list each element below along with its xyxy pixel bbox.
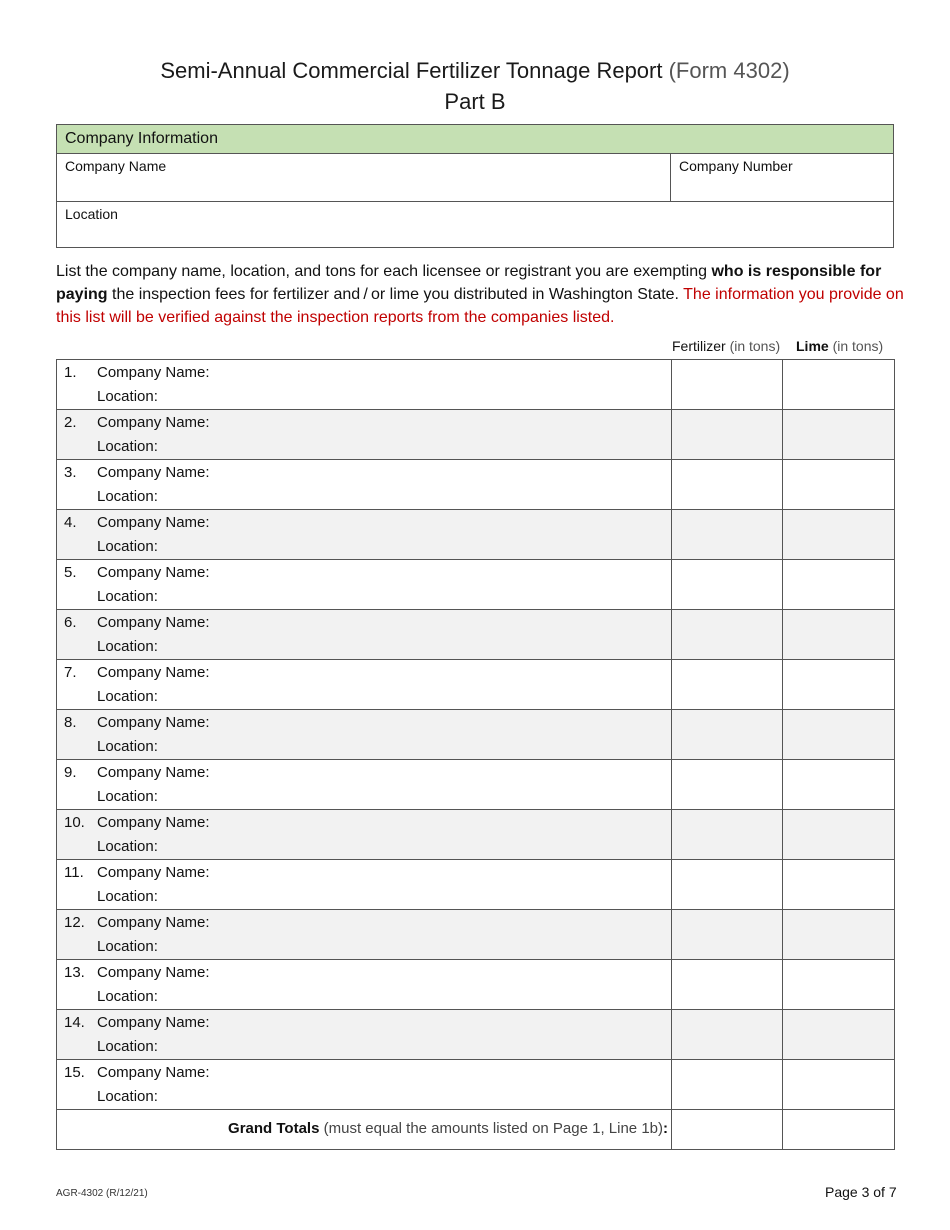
fertilizer-tons-input[interactable] xyxy=(672,610,783,660)
entry-company-name-label: Company Name: xyxy=(97,664,210,681)
table-row xyxy=(57,1060,895,1110)
fertilizer-total-input[interactable] xyxy=(672,1110,783,1150)
lime-tons-input[interactable] xyxy=(783,460,895,510)
company-number-label: Company Number xyxy=(679,158,793,174)
entry-number: 6. xyxy=(64,614,77,631)
lime-unit: (in tons) xyxy=(832,338,884,354)
page-subtitle: Part B xyxy=(444,89,506,114)
company-entry-cell[interactable] xyxy=(57,410,672,460)
company-information-section xyxy=(56,124,894,248)
entry-company-name-label: Company Name: xyxy=(97,364,210,381)
instructions-bold: who is responsible for paying xyxy=(56,263,882,303)
grand-totals-label-cell xyxy=(57,1110,672,1150)
company-entry-cell[interactable] xyxy=(57,1060,672,1110)
entry-location-label: Location: xyxy=(97,1088,158,1105)
company-entry-cell[interactable] xyxy=(57,710,672,760)
table-row xyxy=(57,710,895,760)
table-row xyxy=(57,1010,895,1060)
location-field[interactable] xyxy=(57,202,893,247)
entry-company-name-label: Company Name: xyxy=(97,464,210,481)
lime-tons-input[interactable] xyxy=(783,410,895,460)
entry-number: 3. xyxy=(64,464,77,481)
lime-tons-input[interactable] xyxy=(783,1060,895,1110)
lime-tons-input[interactable] xyxy=(783,810,895,860)
fertilizer-tons-input[interactable] xyxy=(672,510,783,560)
fertilizer-tons-input[interactable] xyxy=(672,560,783,610)
company-entry-cell[interactable] xyxy=(57,910,672,960)
fertilizer-column-header xyxy=(672,338,780,354)
table-row xyxy=(57,610,895,660)
entry-company-name-label: Company Name: xyxy=(97,564,210,581)
fertilizer-tons-input[interactable] xyxy=(672,760,783,810)
entry-number: 4. xyxy=(64,514,77,531)
entry-location-label: Location: xyxy=(97,938,158,955)
entry-number: 1. xyxy=(64,364,77,381)
entry-number: 11. xyxy=(64,864,84,881)
entry-location-label: Location: xyxy=(97,588,158,605)
company-name-label: Company Name xyxy=(65,158,167,174)
entry-number: 9. xyxy=(64,764,77,781)
entry-location-label: Location: xyxy=(97,488,158,505)
fertilizer-label: Fertilizer xyxy=(672,338,726,354)
entry-number: 2. xyxy=(64,414,77,431)
entry-company-name-label: Company Name: xyxy=(97,914,210,931)
fertilizer-tons-input[interactable] xyxy=(672,660,783,710)
title-form-number: (Form 4302) xyxy=(668,58,790,83)
table-row xyxy=(57,860,895,910)
company-entry-cell[interactable] xyxy=(57,610,672,660)
entry-company-name-label: Company Name: xyxy=(97,714,210,731)
lime-tons-input[interactable] xyxy=(783,510,895,560)
entry-number: 15. xyxy=(64,1064,85,1081)
lime-tons-input[interactable] xyxy=(783,910,895,960)
entry-location-label: Location: xyxy=(97,538,158,555)
entry-company-name-label: Company Name: xyxy=(97,964,210,981)
company-entry-cell[interactable] xyxy=(57,360,672,410)
lime-tons-input[interactable] xyxy=(783,960,895,1010)
lime-label: Lime xyxy=(796,338,829,354)
location-label: Location xyxy=(65,206,118,222)
title-main: Semi-Annual Commercial Fertilizer Tonnage Report xyxy=(160,58,663,83)
entry-location-label: Location: xyxy=(97,788,158,805)
table-row xyxy=(57,360,895,410)
company-number-field[interactable] xyxy=(671,154,893,202)
lime-tons-input[interactable] xyxy=(783,360,895,410)
company-entry-cell[interactable] xyxy=(57,860,672,910)
fertilizer-tons-input[interactable] xyxy=(672,410,783,460)
fertilizer-tons-input[interactable] xyxy=(672,860,783,910)
entry-company-name-label: Company Name: xyxy=(97,864,210,881)
table-row xyxy=(57,760,895,810)
entry-number: 12. xyxy=(64,914,85,931)
lime-tons-input[interactable] xyxy=(783,710,895,760)
lime-tons-input[interactable] xyxy=(783,660,895,710)
grand-totals-note: (must equal the amounts listed on Page 1, Line 1b) xyxy=(323,1120,663,1137)
company-entry-cell[interactable] xyxy=(57,510,672,560)
entry-number: 10. xyxy=(64,814,85,831)
fertilizer-tons-input[interactable] xyxy=(672,1010,783,1060)
instructions-text-2: the inspection fees for fertilizer and / or lime you distributed in Washington State. xyxy=(107,286,684,303)
fertilizer-unit: (in tons) xyxy=(729,338,781,354)
entry-number: 8. xyxy=(64,714,77,731)
page-number: Page 3 of 7 xyxy=(825,1184,897,1200)
company-information-header: Company Information xyxy=(57,125,893,154)
instructions-text-1: List the company name, location, and tons for each licensee or registrant you are exempting xyxy=(56,263,712,280)
entry-location-label: Location: xyxy=(97,688,158,705)
grand-totals-colon: : xyxy=(663,1120,668,1137)
company-entry-cell[interactable] xyxy=(57,810,672,860)
exemption-table xyxy=(56,359,895,1150)
lime-tons-input[interactable] xyxy=(783,1010,895,1060)
entry-location-label: Location: xyxy=(97,1038,158,1055)
entry-company-name-label: Company Name: xyxy=(97,1064,210,1081)
fertilizer-tons-input[interactable] xyxy=(672,910,783,960)
entry-location-label: Location: xyxy=(97,888,158,905)
company-entry-cell[interactable] xyxy=(57,460,672,510)
company-name-field[interactable] xyxy=(57,154,671,202)
fertilizer-tons-input[interactable] xyxy=(672,460,783,510)
fertilizer-tons-input[interactable] xyxy=(672,810,783,860)
grand-totals-label: Grand Totals xyxy=(228,1120,320,1137)
entry-location-label: Location: xyxy=(97,738,158,755)
lime-column-header xyxy=(796,338,883,354)
entry-number: 14. xyxy=(64,1014,85,1031)
company-entry-cell[interactable] xyxy=(57,660,672,710)
entry-company-name-label: Company Name: xyxy=(97,1014,210,1031)
table-row xyxy=(57,810,895,860)
entry-number: 7. xyxy=(64,664,77,681)
lime-tons-input[interactable] xyxy=(783,610,895,660)
fertilizer-tons-input[interactable] xyxy=(672,360,783,410)
table-row xyxy=(57,510,895,560)
entry-company-name-label: Company Name: xyxy=(97,814,210,831)
entry-location-label: Location: xyxy=(97,638,158,655)
fertilizer-tons-input[interactable] xyxy=(672,1060,783,1110)
form-id: AGR-4302 (R/12/21) xyxy=(56,1188,148,1199)
lime-tons-input[interactable] xyxy=(783,760,895,810)
page-title xyxy=(0,58,950,84)
instructions-warning: The information you provide on this list will be verified against the inspection reports from the companies listed. xyxy=(56,286,904,326)
fertilizer-tons-input[interactable] xyxy=(672,960,783,1010)
entry-location-label: Location: xyxy=(97,438,158,455)
company-entry-cell[interactable] xyxy=(57,960,672,1010)
entry-company-name-label: Company Name: xyxy=(97,614,210,631)
table-row xyxy=(57,410,895,460)
company-entry-cell[interactable] xyxy=(57,1010,672,1060)
entry-company-name-label: Company Name: xyxy=(97,414,210,431)
lime-tons-input[interactable] xyxy=(783,560,895,610)
company-entry-cell[interactable] xyxy=(57,760,672,810)
entry-location-label: Location: xyxy=(97,388,158,405)
entry-number: 13. xyxy=(64,964,85,981)
lime-total-input[interactable] xyxy=(783,1110,895,1150)
table-row xyxy=(57,560,895,610)
entry-number: 5. xyxy=(64,564,77,581)
instructions-paragraph xyxy=(56,260,906,329)
grand-totals-row xyxy=(57,1110,895,1150)
table-row xyxy=(57,460,895,510)
company-entry-cell[interactable] xyxy=(57,560,672,610)
table-row xyxy=(57,660,895,710)
fertilizer-tons-input[interactable] xyxy=(672,710,783,760)
table-row xyxy=(57,960,895,1010)
entry-company-name-label: Company Name: xyxy=(97,764,210,781)
table-row xyxy=(57,910,895,960)
entry-company-name-label: Company Name: xyxy=(97,514,210,531)
entry-location-label: Location: xyxy=(97,988,158,1005)
entry-location-label: Location: xyxy=(97,838,158,855)
lime-tons-input[interactable] xyxy=(783,860,895,910)
